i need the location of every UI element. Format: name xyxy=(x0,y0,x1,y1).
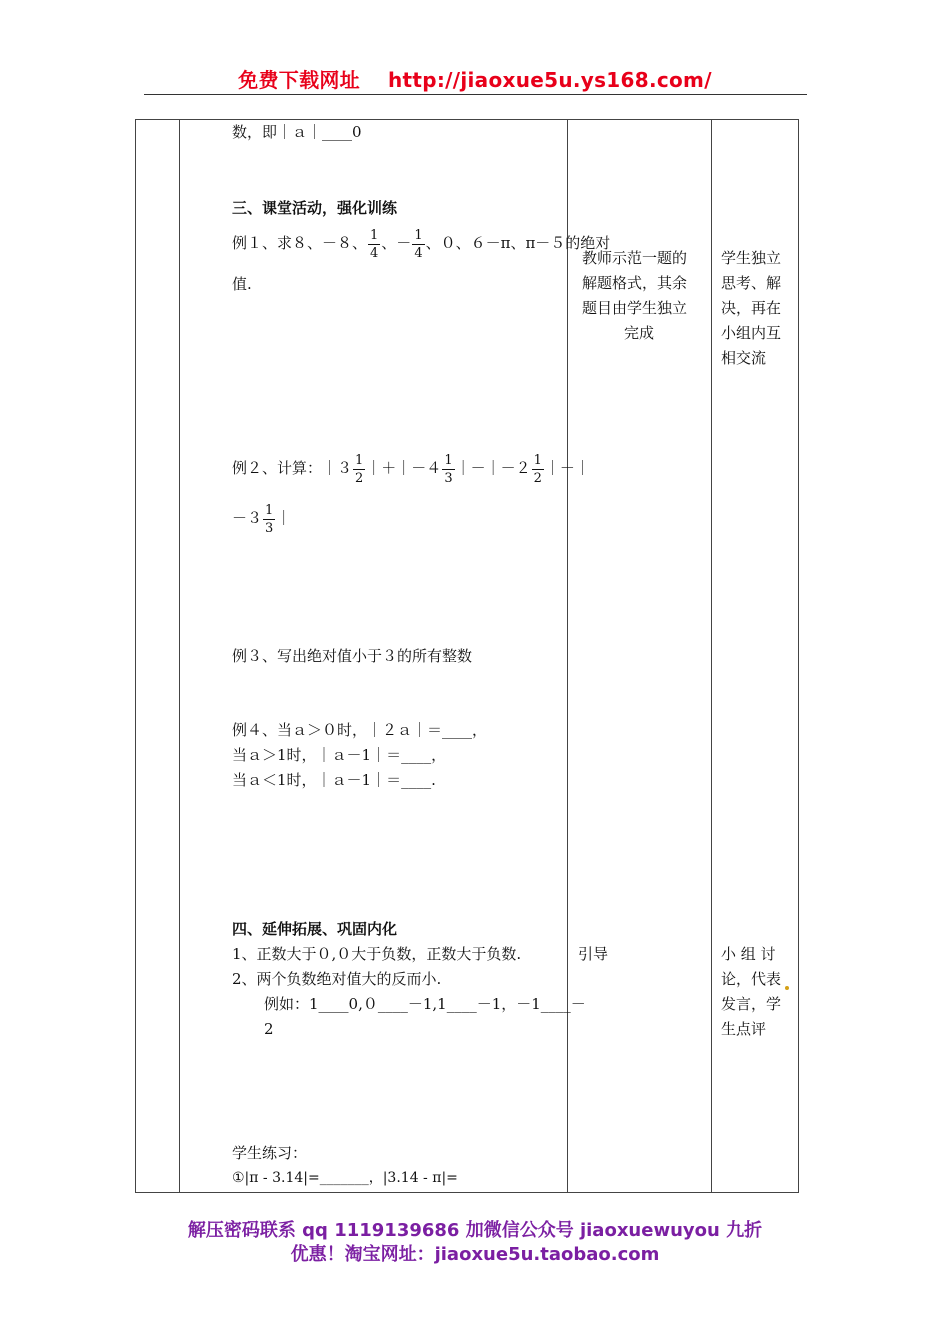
teacher-guide: 引导 xyxy=(578,945,609,963)
header-url-link[interactable]: http://jiaoxue5u.ys168.com/ xyxy=(387,68,712,92)
student-column-cell xyxy=(712,120,799,1193)
section4-point1: 1、正数大于０,０大于负数，正数大于负数. xyxy=(232,945,522,963)
student-group-line2: 论，代表 xyxy=(721,970,782,988)
practice-title: 学生练习： xyxy=(232,1144,308,1162)
stage-column-cell xyxy=(136,120,180,1193)
example2 xyxy=(232,446,590,490)
example3: 例３、写出绝对值小于３的所有整数 xyxy=(232,647,473,665)
fraction-one-third-2: $\frac{1}{3}$ xyxy=(265,502,274,536)
example1-line2: 值. xyxy=(232,275,252,293)
practice-line1: ①|π - 3.14|=_______，|3.14 - π|= xyxy=(232,1170,458,1186)
student-note-line1: 学生独立 xyxy=(721,249,782,267)
example1 xyxy=(232,221,610,265)
example2-text-c: ｜－｜－２ xyxy=(455,459,531,477)
fraction-one-half: $\frac{1}{2}$ xyxy=(355,452,364,486)
example1-text-c: 、０、６－π、π－５的绝对 xyxy=(425,234,611,252)
example4-line1: 例４、当ａ＞０时，｜２ａ｜＝____， xyxy=(232,721,488,739)
teacher-note-line2: 解题格式，其余 xyxy=(582,274,688,292)
teacher-note-line3: 题目由学生独立 xyxy=(582,299,688,317)
section4-example-cont: 2 xyxy=(264,1020,274,1038)
example2-text-f: ｜ xyxy=(276,509,292,527)
header-label: 免费下载网址 xyxy=(238,68,360,92)
student-note-line2: 思考、解 xyxy=(721,274,782,292)
example4-line3: 当ａ＜1时，｜ａ－1｜＝____. xyxy=(232,771,436,789)
fraction-one-half-2: $\frac{1}{2}$ xyxy=(533,452,542,486)
teacher-note-line4: 完成 xyxy=(624,324,655,342)
intro-line: 数，即｜ａ｜____0 xyxy=(232,123,362,141)
student-group-line1: 小 组 讨 xyxy=(721,945,776,963)
example2-text-a: 例２、计算：｜３ xyxy=(232,459,353,477)
section4-title: 四、延伸拓展、巩固内化 xyxy=(232,920,398,938)
section4-example: 例如：1____0,０____－1,1____－1，－1____－ xyxy=(264,995,586,1013)
example1-text-b: 、－ xyxy=(381,234,412,252)
student-group-line4: 生点评 xyxy=(721,1020,767,1038)
example2-text-e: －３ xyxy=(232,509,263,527)
yellow-dot-mark xyxy=(785,986,789,990)
example2-text-b: ｜＋｜－４ xyxy=(366,459,442,477)
fraction-one-quarter: $\frac{1}{4}$ xyxy=(370,227,379,261)
page-header xyxy=(0,64,950,93)
student-group-line3: 发言，学 xyxy=(721,995,782,1013)
footer-line1: 解压密码联系 qq 1119139686 加微信公众号 jiaoxuewuyou 九折 xyxy=(187,1220,763,1241)
student-note-line3: 决，再在 xyxy=(721,299,782,317)
fraction-one-quarter-2: $\frac{1}{4}$ xyxy=(414,227,423,261)
header-divider xyxy=(144,94,807,95)
teacher-column-cell xyxy=(568,120,712,1193)
student-note-line5: 相交流 xyxy=(721,349,767,367)
fraction-one-third: $\frac{1}{3}$ xyxy=(444,452,453,486)
student-note-line4: 小组内互 xyxy=(721,324,782,342)
section3-title: 三、课堂活动，强化训练 xyxy=(232,199,398,217)
example4-line2: 当ａ＞1时，｜ａ－1｜＝____， xyxy=(232,746,447,764)
example2-line2 xyxy=(232,496,291,540)
footer-line2: 优惠！淘宝网址：jiaoxue5u.taobao.com xyxy=(290,1244,660,1265)
teacher-note-line1: 教师示范一题的 xyxy=(582,249,688,267)
example1-text-a: 例１、求８、－８、 xyxy=(232,234,368,252)
section4-point2: 2、两个负数绝对值大的反而小. xyxy=(232,970,442,988)
lesson-table xyxy=(135,119,799,1193)
example2-text-d: ｜－｜ xyxy=(544,459,590,477)
